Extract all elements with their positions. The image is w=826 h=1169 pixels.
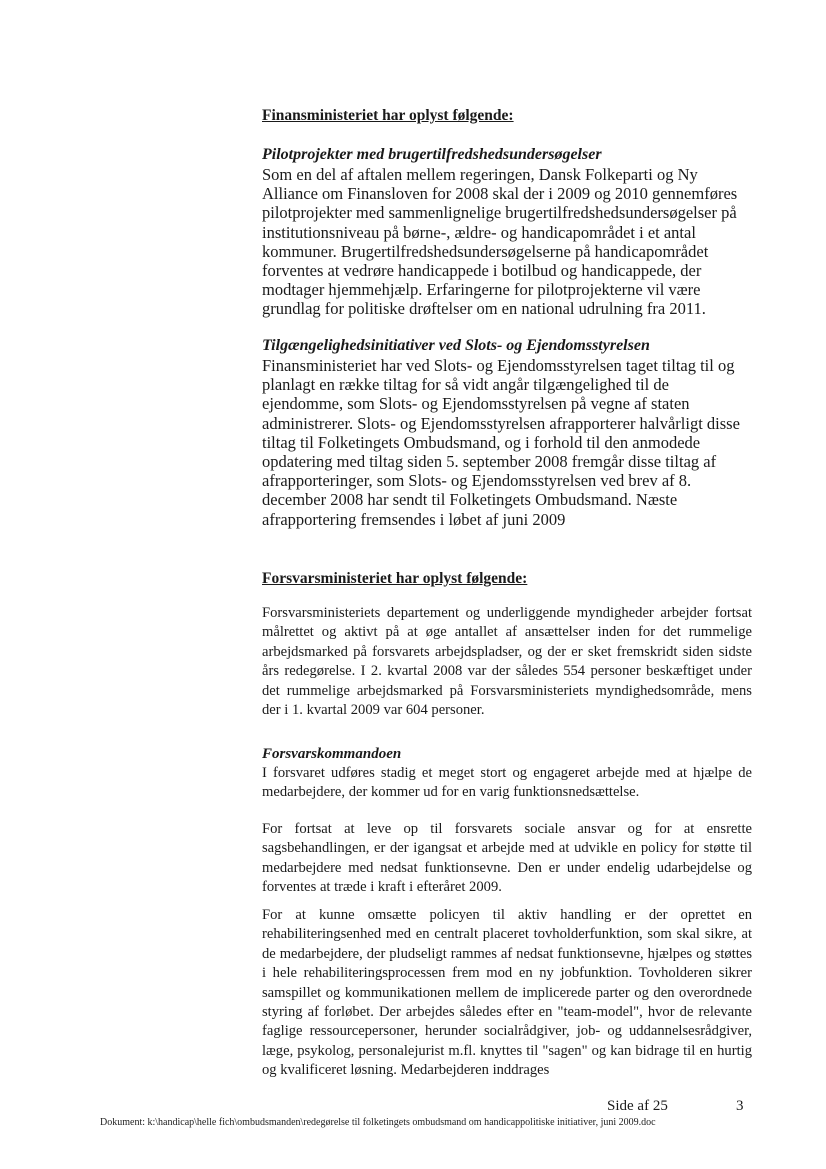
forsvarsministeriet-heading: Forsvarsministeriet har oplyst følgende: <box>262 570 528 587</box>
pilotprojekter-subheading: Pilotprojekter med brugertilfredshedsundersøgelser <box>262 146 602 163</box>
footer-document-path: Dokument: k:\handicap\helle fich\ombudsmanden\redegørelse til folketingets ombudsmand om handicappolitiske initiativer, juni 2009.doc <box>100 1117 656 1128</box>
finansministeriet-heading: Finansministeriet har oplyst følgende: <box>262 107 514 124</box>
footer-page-number: 3 <box>736 1098 744 1114</box>
forsvarskommandoen-paragraph-3: For at kunne omsætte policyen til aktiv handling er der oprettet en rehabiliteringsenhed med en centralt placeret tovholderfunktion, som skal sikre, at de medarbejdere, der pludseligt rammes af nedsat funktionsevne, hjælpes og støttes i hele rehabiliteringsprocessen frem mod en ny jobfunktion. Tovholderen sikrer samspillet og kommunikationen mellem de implicerede parter og den overordnede styring af forløbet. Der arbejdes således efter en "team-model", hvor de relevante faglige ressourcepersoner, herunder socialrådgiver, job- og uddannelsesrådgiver, læge, psykolog, personalejurist m.fl. knyttes til "sagen" og kan bidrage til en hurtig og kvalificeret løsning. Medarbejderen inddrages <box>262 907 752 1079</box>
forsvar-intro-paragraph: Forsvarsministeriets departement og underliggende myndigheder arbejder fortsat målrettet og aktivt på at øge antallet af ansættelser inden for det rummelige arbejdsmarked på forsvarets arbejdspladser, og der er sket fremskridt siden sidste års redegørelse. I 2. kvartal 2008 var der således 554 personer beskæftiget under det rummelige arbejdsmarked på Forsvarsministeriets myndighedsområde, mens der i 1. kvartal 2009 var 604 personer. <box>262 605 752 719</box>
tilgaengelighed-paragraph: Finansministeriet har ved Slots- og Ejendomsstyrelsen taget tiltag til og planlagt en række tiltag for så vidt angår tilgængelighed til de ejendomme, som Slots- og Ejendomsstyrelsen på vegne af staten administrerer. Slots- og Ejendomsstyrelsen afrapporterer halvårligt disse tiltag til Folketingets Ombudsmand, og i forhold til den anmodede opdatering med tiltag siden 5. september 2008 fremgår disse tiltag af afrapporteringer, som Slots- og Ejendomsstyrelsen ved brev af 8. december 2008 har sendt til Folketingets Ombudsmand. Næste afrapportering fremsendes i løbet af juni 2009 <box>262 356 740 529</box>
pilotprojekter-paragraph: Som en del af aftalen mellem regeringen, Dansk Folkeparti og Ny Alliance om Finansloven for 2008 skal der i 2009 og 2010 gennemføres pilotprojekter med sammenlignelige brugertilfredshedsundersøgelser på institutionsniveau på børne-, ældre- og handicapområdet i et antal kommuner. Brugertilfredshedsundersøgelserne på handicapområdet forventes at vedrøre handicappede i botilbud og handicappede, der modtager hjemmehjælp. Erfaringerne for pilotprojekterne vil være grundlag for politiske drøftelser om en national udrulning fra 2011. <box>262 165 738 319</box>
forsvarskommandoen-subheading: Forsvarskommandoen <box>262 746 402 762</box>
tilgaengelighed-section <box>262 336 752 529</box>
pilotprojekter-section <box>262 145 752 319</box>
forsvarskommandoen-paragraph-1: I forsvaret udføres stadig et meget stort og engageret arbejde med at hjælpe de medarbejdere, der kommer ud for en varig funktionsnedsættelse. <box>262 765 752 801</box>
forsvarskommandoen-paragraph-2: For fortsat at leve op til forsvarets sociale ansvar og for at ensrette sagsbehandlingen, er der igangsat et arbejde med at udvikle en policy for støtte til medarbejdere med nedsat funktionsevne. Den er under endelig udarbejdelse og forventes at træde i kraft i efteråret 2009. <box>262 821 752 896</box>
forsvarskommandoen-section <box>262 745 752 803</box>
tilgaengelighed-subheading: Tilgængelighedsinitiativer ved Slots- og Ejendomsstyrelsen <box>262 337 650 354</box>
footer-side-label: Side af 25 <box>607 1098 668 1114</box>
